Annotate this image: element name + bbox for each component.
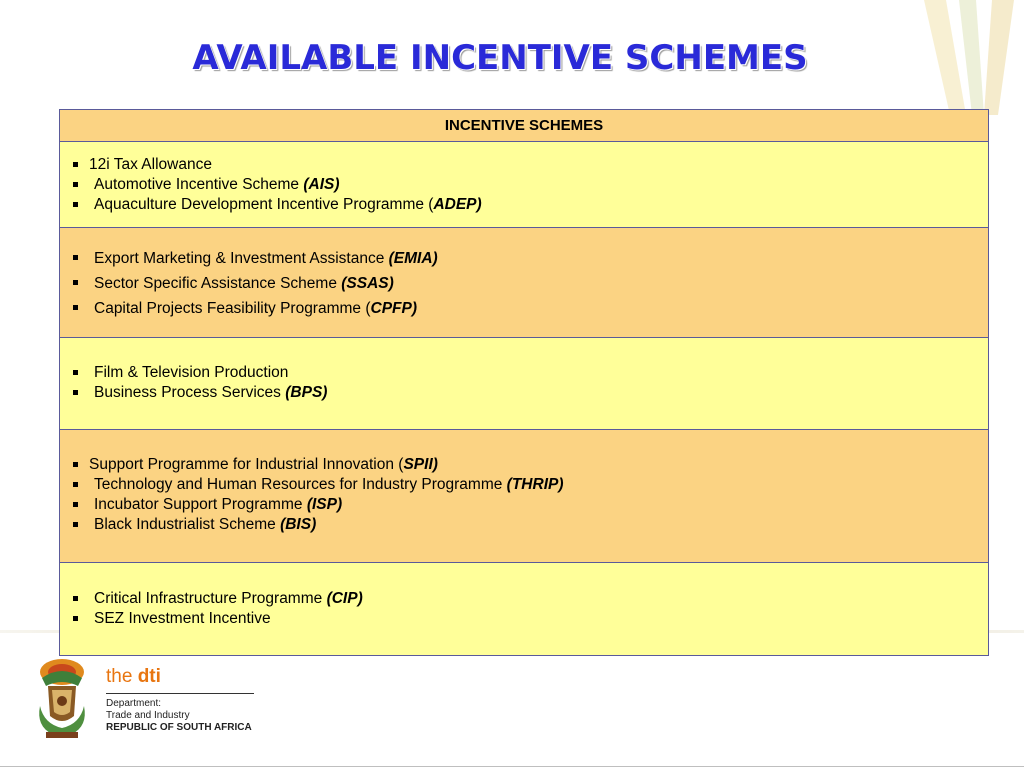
list-item: Sector Specific Assistance Scheme (SSAS) [72, 273, 988, 298]
footer-line [0, 766, 1024, 767]
list-item: Automotive Incentive Scheme (AIS) [72, 175, 988, 195]
list-item: SEZ Investment Incentive [72, 609, 988, 629]
table-header: INCENTIVE SCHEMES [60, 110, 988, 141]
list-item: Critical Infrastructure Programme (CIP) [72, 589, 988, 609]
list-item: Film & Television Production [72, 363, 988, 383]
list-item: Capital Projects Feasibility Programme (CPFP) [72, 298, 988, 323]
page-title: AVAILABLE INCENTIVE SCHEMES [192, 38, 808, 78]
dti-wordmark: the dti [106, 666, 161, 687]
list-item: 12i Tax Allowance [72, 155, 988, 175]
list-item: Incubator Support Programme (ISP) [72, 495, 988, 515]
coat-of-arms-icon [32, 656, 92, 740]
scheme-group-2 [60, 227, 988, 337]
list-item: Aquaculture Development Incentive Programme (ADEP) [72, 195, 988, 215]
scheme-group-3 [60, 337, 988, 429]
list-item: Export Marketing & Investment Assistance (EMIA) [72, 248, 988, 273]
logo-republic: REPUBLIC OF SOUTH AFRICA [106, 722, 252, 733]
list-item: Support Programme for Industrial Innovation (SPII) [72, 455, 988, 475]
logo-department: Department: [106, 698, 162, 709]
logo-divider [106, 693, 254, 694]
scheme-group-5 [60, 562, 988, 655]
list-item: Business Process Services (BPS) [72, 383, 988, 403]
dti-logo [28, 654, 268, 744]
incentive-schemes-table [59, 109, 989, 656]
list-item: Technology and Human Resources for Industry Programme (THRIP) [72, 475, 988, 495]
list-item: Black Industrialist Scheme (BIS) [72, 515, 988, 535]
scheme-group-1 [60, 141, 988, 227]
scheme-group-4 [60, 429, 988, 562]
logo-trade-industry: Trade and Industry [106, 710, 190, 721]
